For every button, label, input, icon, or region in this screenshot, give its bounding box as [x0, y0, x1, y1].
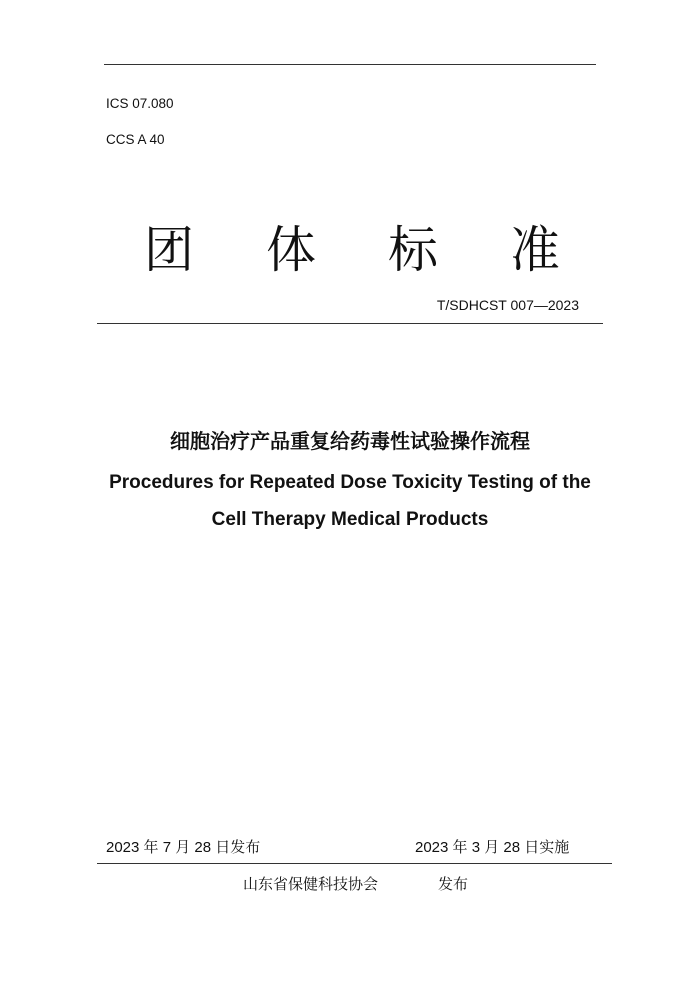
standard-number: T/SDHCST 007—2023: [436, 297, 579, 313]
standard-type-heading: [0, 220, 700, 290]
classification-codes: [106, 95, 174, 149]
release-date: 2023 年 7 月 28 日发布: [106, 839, 261, 856]
document-title: [0, 428, 700, 538]
standard-type-char: 体: [266, 221, 316, 279]
title-english-line-1: Procedures for Repeated Dose Toxicity Testing of the: [109, 472, 591, 493]
title-english: [0, 464, 700, 538]
ccs-code: CCS A 40: [106, 132, 165, 147]
standard-type-char: 准: [510, 221, 560, 279]
bottom-rule: [97, 863, 612, 864]
implementation-date: 2023 年 3 月 28 日实施: [415, 839, 570, 856]
publish-label: 发布: [438, 875, 469, 893]
standard-type-char: 标: [388, 221, 438, 279]
standard-type-char: 团: [144, 221, 194, 279]
middle-rule: [97, 323, 603, 324]
top-rule: [104, 64, 596, 65]
title-chinese: 细胞治疗产品重复给药毒性试验操作流程: [170, 431, 530, 453]
publisher-name: 山东省保健科技协会: [243, 875, 379, 893]
ics-code: ICS 07.080: [106, 96, 174, 111]
title-english-line-2: Cell Therapy Medical Products: [211, 509, 489, 530]
